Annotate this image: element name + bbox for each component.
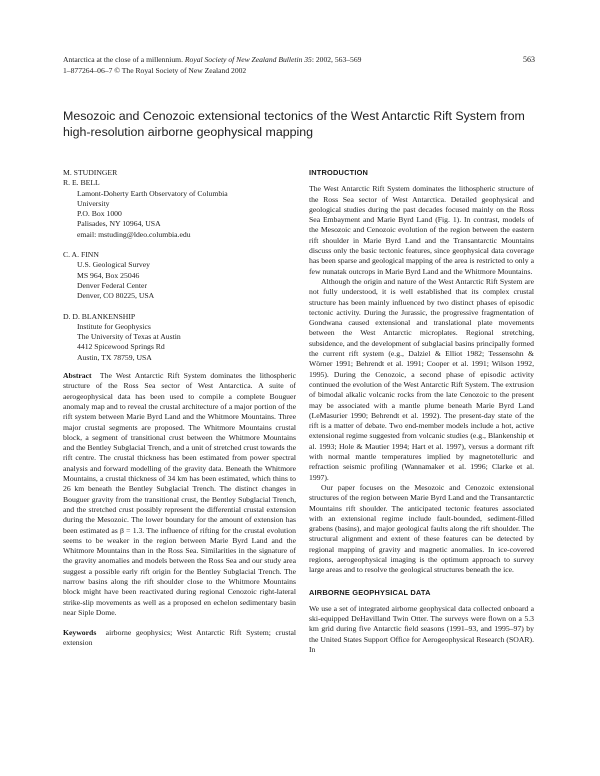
keywords bbox=[63, 628, 296, 649]
page-number: 563 bbox=[523, 55, 535, 64]
left-column bbox=[63, 168, 296, 649]
affiliation-line: Lamont-Doherty Earth Observatory of Columbia bbox=[77, 188, 228, 198]
affiliation-line: Denver, CO 80225, USA bbox=[77, 291, 155, 301]
affiliation-line: U.S. Geological Survey bbox=[77, 260, 151, 270]
citation-suffix: : 2002, 563–569 bbox=[311, 55, 362, 64]
abstract-label: Abstract bbox=[63, 371, 92, 381]
abstract bbox=[63, 371, 296, 618]
affiliation-line: Denver Federal Center bbox=[77, 280, 148, 290]
paragraph: The West Antarctic Rift System dominates the lithospheric structure of the Ross Sea sector of West Antarctica. Detailed geophysical and geological studies during the past decades focused mainly on the Ross Sea Embayment and Marie Byrd Land (Fig. 1). In contrast, models of the Mesozoic and Cenozoic evolution of the region between the eastern rift shoulder in Marie Byrd Land and the Transantarctic Mountains discuss only the basic tectonic features, since geophysical data coverage has been sparse and geological mapping of the area is restricted to only a few nunatak outcrops in Marie Byrd Land and the Whitmore Mountains. bbox=[309, 184, 534, 276]
paper-title: Mesozoic and Cenozoic extensional tectonics of the West Antarctic Rift System from high-resolution airborne geophysical mapping bbox=[63, 109, 525, 139]
affiliation-line: The University of Texas at Austin bbox=[77, 332, 181, 342]
affiliation-line: University bbox=[77, 198, 110, 208]
isbn-copyright-line: 1–877264–06–7 © The Royal Society of New Zealand 2002 bbox=[63, 65, 247, 75]
paragraph: We use a set of integrated airborne geophysical data collected onboard a ski-equipped DeHavilland Twin Otter. The surveys were flown on a 5.3 km grid during five Antarctic field seasons (1991–93, and 1995–97) by the United States Support Office for Aerogeophysical Research (SOAR). In bbox=[309, 603, 534, 655]
affiliation-email: email: mstuding@ldeo.columbia.edu bbox=[77, 229, 191, 239]
running-header bbox=[63, 55, 533, 76]
abstract-text: The West Antarctic Rift System dominates the lithospheric structure of the Ross Sea sector of West Antarctica. A suite of aerogeophysical data has been used to compile a complete Bouguer anomaly map and to reveal the crustal architecture of a major portion of the rift system between Marie Byrd Land and the Whitmore Mountains. Three major crustal segments are proposed. The Whitmore Mountains crustal block, a segment of transitional crust between the Whitmore Mountains and the Bentley Subglacial Trench, and a unit of stretched crust towards the rift centre. The crustal thickness has been estimated from power spectral analysis and forward modelling of the gravity data. Beneath the Whitmore Mountains, a crustal thickness of 34 km has been estimated, which thins to 26 km beneath the Bentley Subglacial Trench. The distinct changes in Bouguer gravity from the transitional crust, the Bentley Subglacial Trench, and the stretched crust possibly represent the differential crustal extension during the Mesozoic. The lower boundary for the amount of extension has been estimated as β = 1.3. The influence of rifting for the crustal evolution seems to be weaker in the region between Marie Byrd Land and the Whitmore Mountains than in the Ross Sea. Similarities in the signature of the gravity anomalies and models between the Ross Sea and our study area suggest a possible early rift origin for the Bentley Subglacial Trench. The narrow basins along the rift shoulder close to the Whitmore Mountains block might have been reactivated during regional Cenozoic right-lateral strike-slip movements as well as a proposed en echelon sedimentary basin near Siple Dome. bbox=[63, 371, 296, 617]
affiliation-line: Institute for Geophysics bbox=[77, 321, 151, 331]
author-name: D. D. BLANKENSHIP bbox=[63, 311, 136, 321]
journal-name: Royal Society of New Zealand Bulletin 35 bbox=[184, 55, 312, 64]
keywords-text: airborne geophysics; West Antarctic Rift System; crustal extension bbox=[63, 628, 297, 648]
author-name: M. STUDINGER bbox=[63, 168, 118, 177]
affiliation-line: Austin, TX 78759, USA bbox=[77, 352, 152, 362]
section-heading-airborne-data: AIRBORNE GEOPHYSICAL DATA bbox=[309, 587, 431, 597]
author-name: R. E. BELL bbox=[63, 178, 100, 188]
author-name: C. A. FINN bbox=[63, 250, 99, 260]
citation-prefix: Antarctica at the close of a millennium. bbox=[63, 55, 183, 64]
citation-line bbox=[63, 55, 533, 66]
affiliation-line: MS 964, Box 25046 bbox=[77, 270, 140, 280]
section-heading-introduction: INTRODUCTION bbox=[309, 168, 369, 177]
author-block-2 bbox=[63, 250, 296, 301]
affiliation-line: 4412 Spicewood Springs Rd bbox=[77, 342, 165, 352]
author-block-3 bbox=[63, 312, 296, 363]
affiliation-line: Palisades, NY 10964, USA bbox=[77, 219, 161, 229]
right-column bbox=[309, 168, 534, 655]
author-block-1 bbox=[63, 168, 296, 240]
paragraph: Although the origin and nature of the West Antarctic Rift System are not fully understood, it is well established that its complex crustal structure has been mainly influenced by two distinct phases of episodic tectonic activity. During the Jurassic, the progressive fragmentation of Gondwana caused extensional and translational plate movements between the West Antarctic microplates. Regional stretching, subsidence, and the development of subglacial basins principally formed the current rift system (e.g., Dalziel & Elliot 1982; Tessensohn & Wörner 1991; Behrendt et al. 1991; Cooper et al. 1991; Wilson 1992, 1995). During the Cenozoic, a second phase of episodic activity continued the evolution of the West Antarctic Rift System. The extrusion of bimodal alkalic volcanic rocks from the late Cenozoic to the present may be associated with a mantle plume beneath Marie Byrd Land (LeMasurier 1990; Behrendt et al. 1992). The present-day state of the rift is a matter of debate. Two end-member models include a hot, active extensional regime suggested from volcanic studies (e.g., Blankenship et al. 1993; Hole & Mautier 1994; Hart et al. 1997), versus a dormant rift with normal mantle temperatures implied by magnetotelluric and refraction seismic profiling (Wannamaker et al. 1996; Clarke et al. 1997). bbox=[309, 276, 534, 482]
keywords-label: Keywords bbox=[63, 628, 97, 638]
affiliation-line: P.O. Box 1000 bbox=[77, 209, 122, 219]
paragraph: Our paper focuses on the Mesozoic and Cenozoic extensional structures of the region between Marie Byrd Land and the Transantarctic Mountains rift shoulder. The anticipated tectonic features associated with an extensional regime include fault-bounded, sediment-filled grabens (basins), and major geological faults along the rift shoulder. The structural alignment and extent of these features can be detected by regional mapping of gravity and magnetic anomalies. In ice-covered regions, aerogeophysical imaging is the optimum approach to survey large areas and to resolve the geological structures beneath the ice. bbox=[309, 482, 534, 575]
